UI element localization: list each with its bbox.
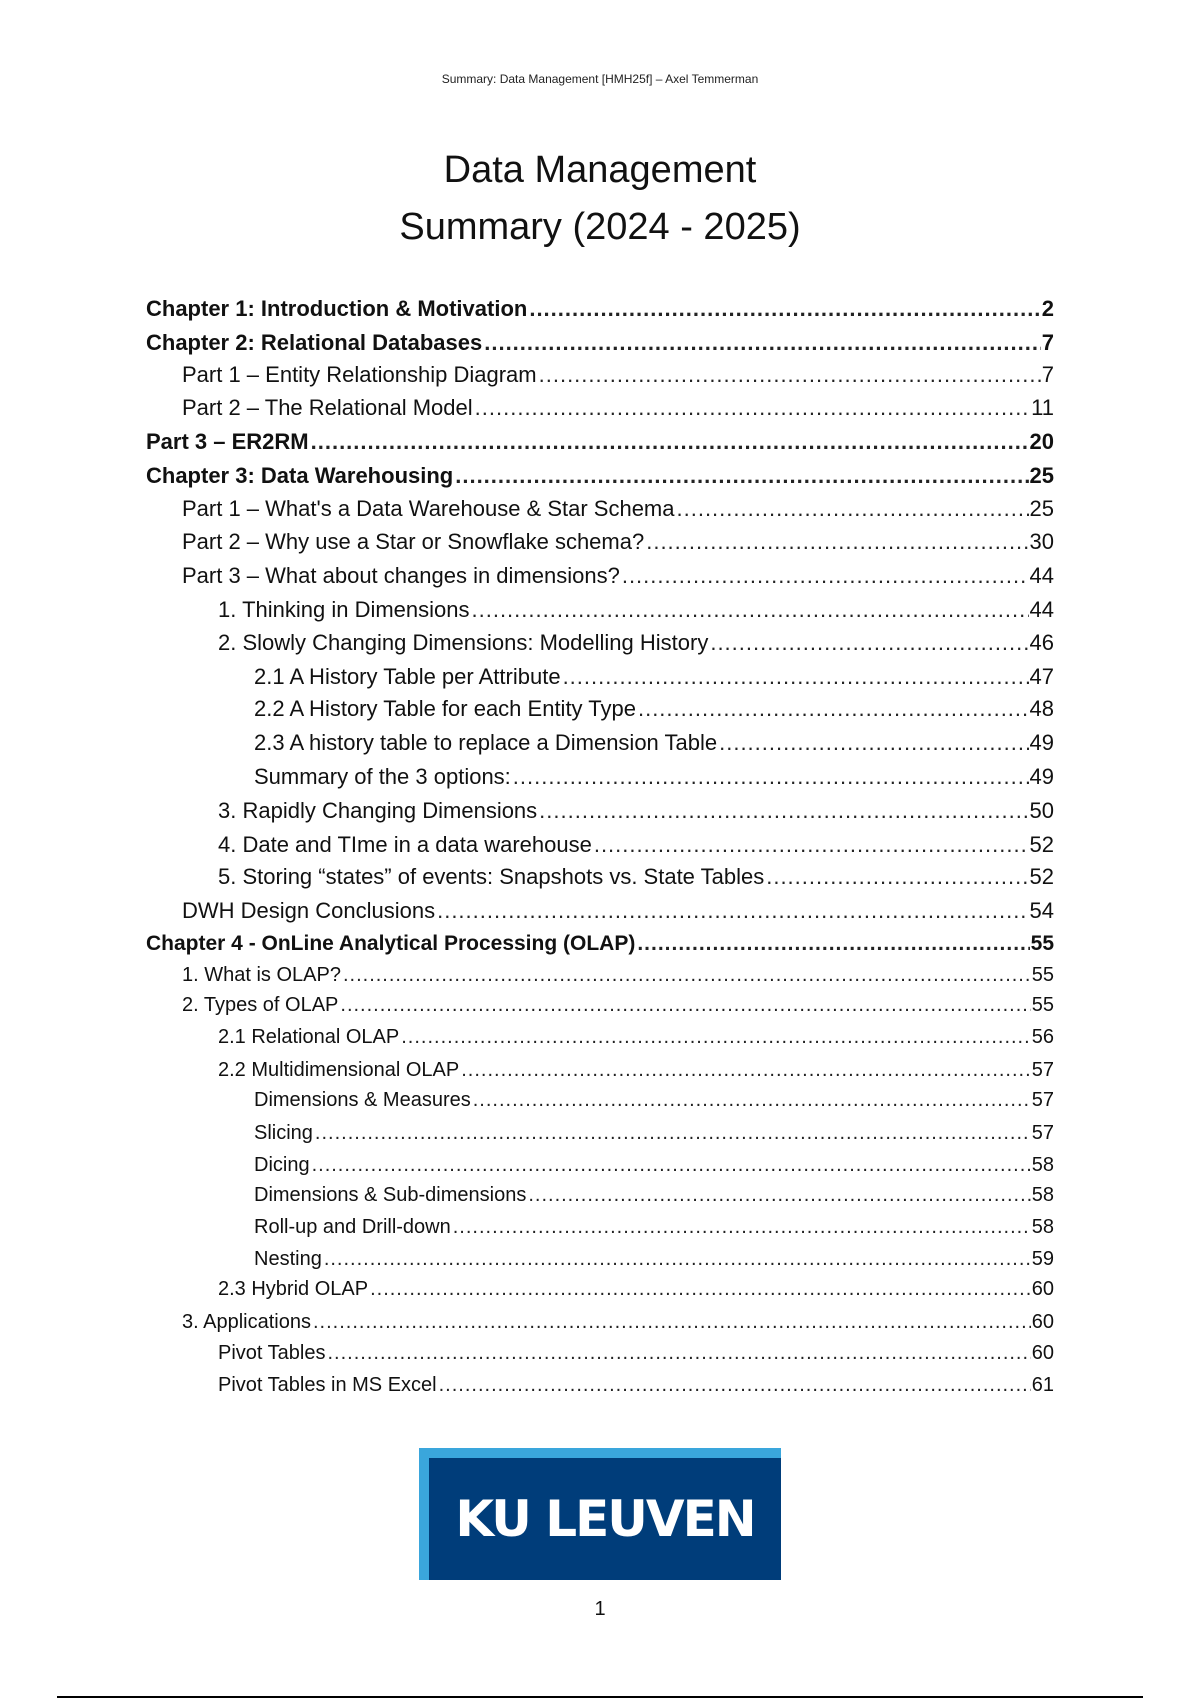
toc-dot-leader — [340, 994, 1030, 1017]
toc-entry-title: 2.1 A History Table per Attribute — [254, 664, 561, 689]
toc-dot-leader — [473, 1089, 1031, 1112]
running-header: Summary: Data Management [HMH25f] – Axel Temmerman — [441, 72, 759, 86]
toc-entry[interactable] — [254, 664, 1054, 690]
toc-dot-leader — [677, 496, 1029, 522]
toc-entry-title: 1. What is OLAP? — [182, 964, 341, 986]
toc-entry-page: 61 — [1031, 1374, 1054, 1396]
ku-leuven-logo — [419, 1448, 781, 1580]
toc-entry[interactable] — [182, 964, 1054, 987]
toc-entry-title: Chapter 2: Relational Databases — [146, 330, 483, 355]
toc-dot-leader — [766, 864, 1028, 890]
toc-entry-title: 2.3 A history table to replace a Dimension Table — [254, 730, 718, 755]
toc-entry-page: 58 — [1031, 1216, 1054, 1238]
toc-entry-title: DWH Design Conclusions — [182, 898, 436, 923]
toc-entry[interactable] — [182, 1311, 1054, 1334]
toc-entry-page: 25 — [1029, 463, 1054, 488]
toc-entry[interactable] — [146, 296, 1054, 322]
toc-entry-title: Part 3 – What about changes in dimensions? — [182, 563, 620, 588]
toc-entry-title: Pivot Tables — [218, 1342, 326, 1364]
toc-entry-page: 60 — [1031, 1342, 1054, 1364]
toc-entry-title: Part 2 – Why use a Star or Snowflake schema? — [182, 529, 645, 554]
toc-entry-title: Slicing — [254, 1122, 313, 1144]
toc-entry-title: Part 1 – What's a Data Warehouse & Star Schema — [182, 496, 675, 521]
toc-dot-leader — [311, 429, 1029, 455]
toc-entry-page: 30 — [1029, 529, 1054, 554]
toc-entry[interactable] — [146, 330, 1054, 356]
toc-entry-title: 4. Date and TIme in a data warehouse — [218, 832, 592, 857]
toc-entry-title: Dimensions & Sub-dimensions — [254, 1184, 527, 1206]
toc-entry-page: 50 — [1029, 798, 1054, 823]
toc-entry-page: 57 — [1031, 1122, 1054, 1144]
toc-entry-title: 5. Storing “states” of events: Snapshots vs. State Tables — [218, 864, 765, 889]
title-line-2: Summary (2024 - 2025) — [399, 206, 801, 248]
toc-dot-leader — [638, 696, 1029, 722]
toc-dot-leader — [327, 1342, 1030, 1365]
toc-entry[interactable] — [254, 730, 1054, 756]
toc-entry[interactable] — [254, 1216, 1054, 1239]
toc-entry-title: 2. Slowly Changing Dimensions: Modelling History — [218, 630, 709, 655]
toc-dot-leader — [646, 529, 1028, 555]
toc-entry[interactable] — [218, 597, 1054, 623]
toc-entry-title: 2.3 Hybrid OLAP — [218, 1278, 369, 1300]
logo-text: KU LEUVEN — [455, 1490, 755, 1548]
toc-entry-title: Chapter 3: Data Warehousing — [146, 463, 454, 488]
page-number: 1 — [594, 1598, 606, 1620]
toc-entry[interactable] — [218, 630, 1054, 656]
toc-entry-page: 49 — [1029, 764, 1054, 789]
toc-entry[interactable] — [254, 1122, 1054, 1145]
toc-entry-title: 2.2 Multidimensional OLAP — [218, 1059, 460, 1081]
toc-dot-leader — [401, 1026, 1031, 1049]
toc-entry[interactable] — [218, 1278, 1054, 1301]
toc-entry-title: 2. Types of OLAP — [182, 994, 339, 1016]
toc-entry-page: 55 — [1030, 932, 1054, 955]
toc-dot-leader — [312, 1154, 1031, 1177]
toc-entry[interactable] — [218, 1342, 1054, 1365]
toc-entry-page: 58 — [1031, 1154, 1054, 1176]
toc-dot-leader — [455, 463, 1028, 489]
toc-dot-leader — [484, 330, 1041, 356]
toc-entry[interactable] — [254, 696, 1054, 722]
toc-dot-leader — [315, 1122, 1031, 1145]
toc-entry-page: 60 — [1031, 1311, 1054, 1333]
title-line-1: Data Management — [443, 149, 757, 191]
toc-entry[interactable] — [254, 1154, 1054, 1177]
toc-entry-title: Pivot Tables in MS Excel — [218, 1374, 437, 1396]
toc-entry[interactable] — [182, 994, 1054, 1017]
toc-dot-leader — [461, 1059, 1031, 1082]
toc-dot-leader — [539, 362, 1041, 388]
toc-entry-page: 48 — [1029, 696, 1054, 721]
toc-entry-page: 7 — [1041, 362, 1054, 387]
toc-dot-leader — [453, 1216, 1031, 1239]
toc-dot-leader — [563, 664, 1029, 690]
toc-entry[interactable] — [182, 362, 1054, 388]
toc-entry-title: 1. Thinking in Dimensions — [218, 597, 470, 622]
toc-entry-title: Dicing — [254, 1154, 310, 1176]
toc-entry-page: 58 — [1031, 1184, 1054, 1206]
toc-entry-page: 20 — [1029, 429, 1054, 454]
document-title — [0, 142, 1200, 256]
toc-entry-page: 54 — [1029, 898, 1054, 923]
toc-entry-title: Part 2 – The Relational Model — [182, 395, 473, 420]
toc-dot-leader — [313, 1311, 1031, 1334]
toc-entry[interactable] — [218, 1059, 1054, 1082]
toc-dot-leader — [594, 832, 1029, 858]
toc-entry-page: 52 — [1029, 832, 1054, 857]
toc-entry-page: 44 — [1029, 563, 1054, 588]
toc-entry-page: 60 — [1031, 1278, 1054, 1300]
bottom-rule — [57, 1696, 1143, 1698]
toc-entry[interactable] — [218, 798, 1054, 824]
toc-entry[interactable] — [182, 898, 1054, 924]
toc-entry[interactable] — [182, 395, 1054, 421]
toc-entry-title: Chapter 4 - OnLine Analytical Processing (OLAP) — [146, 932, 636, 955]
toc-entry-page: 2 — [1041, 296, 1054, 321]
toc-entry-page: 55 — [1031, 964, 1054, 986]
toc-dot-leader — [719, 730, 1028, 756]
toc-entry[interactable] — [254, 764, 1054, 790]
toc-dot-leader — [439, 1374, 1031, 1397]
toc-entry-page: 44 — [1029, 597, 1054, 622]
toc-entry[interactable] — [146, 429, 1054, 455]
toc-entry-title: Nesting — [254, 1248, 322, 1270]
toc-dot-leader — [513, 764, 1029, 790]
toc-entry[interactable] — [146, 463, 1054, 489]
toc-dot-leader — [539, 798, 1028, 824]
toc-dot-leader — [529, 296, 1040, 322]
toc-entry-page: 55 — [1031, 994, 1054, 1016]
toc-entry-title: 2.1 Relational OLAP — [218, 1026, 400, 1048]
toc-entry-page: 7 — [1041, 330, 1054, 355]
toc-dot-leader — [710, 630, 1028, 656]
toc-entry-title: Dimensions & Measures — [254, 1089, 471, 1111]
toc-entry-title: 2.2 A History Table for each Entity Type — [254, 696, 636, 721]
toc-dot-leader — [324, 1248, 1031, 1271]
toc-entry-page: 57 — [1031, 1089, 1054, 1111]
toc-entry-title: Summary of the 3 options: — [254, 764, 511, 789]
toc-entry-page: 57 — [1031, 1059, 1054, 1081]
toc-entry-title: 3. Applications — [182, 1311, 311, 1333]
toc-entry-page: 25 — [1029, 496, 1054, 521]
toc-dot-leader — [437, 898, 1028, 924]
toc-entry-title: Part 3 – ER2RM — [146, 429, 309, 454]
toc-dot-leader — [622, 563, 1029, 589]
toc-dot-leader — [472, 597, 1029, 623]
toc-entry[interactable] — [218, 864, 1054, 890]
toc-entry-title: Chapter 1: Introduction & Motivation — [146, 296, 528, 321]
toc-dot-leader — [370, 1278, 1031, 1301]
toc-dot-leader — [475, 395, 1031, 421]
toc-entry[interactable] — [254, 1248, 1054, 1271]
toc-entry-page: 47 — [1029, 664, 1054, 689]
toc-entry-title: 3. Rapidly Changing Dimensions — [218, 798, 538, 823]
toc-entry-page: 52 — [1029, 864, 1054, 889]
toc-entry[interactable] — [146, 932, 1054, 956]
toc-entry[interactable] — [254, 1089, 1054, 1112]
toc-entry[interactable] — [182, 496, 1054, 522]
toc-entry-page: 49 — [1029, 730, 1054, 755]
toc-entry-page: 11 — [1031, 395, 1054, 420]
toc-entry[interactable] — [218, 1026, 1054, 1049]
toc-dot-leader — [637, 932, 1029, 956]
toc-entry-page: 46 — [1029, 630, 1054, 655]
toc-entry[interactable] — [218, 1374, 1054, 1397]
toc-entry[interactable] — [182, 563, 1054, 589]
toc-dot-leader — [528, 1184, 1030, 1207]
toc-entry[interactable] — [218, 832, 1054, 858]
toc-entry-title: Part 1 – Entity Relationship Diagram — [182, 362, 537, 387]
toc-entry-title: Roll-up and Drill-down — [254, 1216, 451, 1238]
toc-entry[interactable] — [254, 1184, 1054, 1207]
toc-entry[interactable] — [182, 529, 1054, 555]
toc-entry-page: 59 — [1031, 1248, 1054, 1270]
toc-entry-page: 56 — [1031, 1026, 1054, 1048]
toc-dot-leader — [343, 964, 1031, 987]
